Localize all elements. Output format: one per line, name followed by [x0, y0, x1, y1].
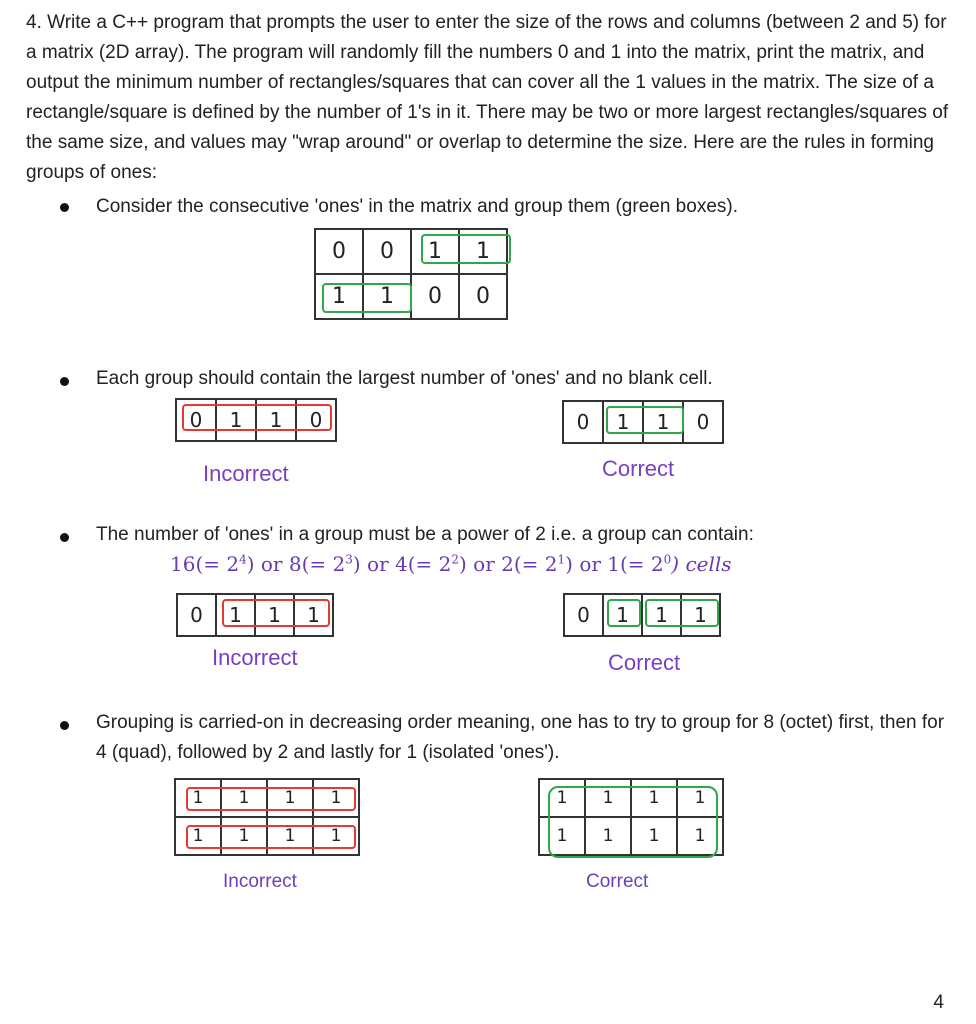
cell: 1	[363, 274, 411, 319]
formula-exp: 2	[451, 552, 460, 567]
cell: 1	[216, 399, 256, 441]
power-of-two-formula	[170, 552, 732, 576]
red-group-box	[182, 404, 332, 431]
cell: 1	[631, 817, 677, 855]
incorrect-label: Incorrect	[223, 871, 297, 892]
cell: 0	[177, 594, 216, 636]
cell: 1	[216, 594, 255, 636]
cell: 1	[411, 229, 459, 274]
cell: 1	[539, 779, 585, 817]
bullet-2	[60, 377, 69, 386]
cell: 0	[315, 229, 363, 274]
formula-part: ) or 8(= 2	[246, 552, 346, 576]
cell: 1	[315, 274, 363, 319]
formula-exp: 0	[663, 552, 672, 567]
incorrect-label: Incorrect	[203, 461, 289, 486]
correct-label: Correct	[586, 871, 649, 892]
cell: 1	[539, 817, 585, 855]
formula-exp: 3	[345, 552, 353, 567]
cell: 1	[585, 817, 631, 855]
cell: 0	[459, 274, 507, 319]
cell: 1	[221, 817, 267, 855]
incorrect-label: Incorrect	[212, 645, 298, 670]
rule-2: Each group should contain the largest number of 'ones' and no blank cell.	[96, 368, 713, 389]
cell: 1	[681, 594, 720, 636]
red-group-box	[222, 599, 330, 627]
cell: 1	[603, 401, 643, 443]
rule-3: The number of 'ones' in a group must be a power of 2 i.e. a group can contain:	[96, 524, 754, 545]
formula-exp: 4	[239, 552, 247, 567]
cell: 0	[563, 401, 603, 443]
cell: 1	[677, 817, 723, 855]
cell: 1	[643, 401, 683, 443]
cell: 1	[175, 817, 221, 855]
cell: 1	[631, 779, 677, 817]
correct-label: Correct	[602, 456, 675, 481]
cell: 1	[313, 817, 359, 855]
cell: 0	[411, 274, 459, 319]
cell: 0	[296, 399, 336, 441]
cell: 1	[603, 594, 642, 636]
green-group-box	[421, 234, 511, 264]
intro-paragraph: 4. Write a C++ program that prompts the user to enter the size of the rows and columns (between 2 and 5) for a matrix (2D array). The program will randomly fill the numbers 0 and 1 into the matrix, print the matrix, and output the minimum number of rectangles/squares that can cover all the 1 values in the matrix. The size of a rectangle/square is defined by the number of 1's in it. There may be two or more largest rectangles/squares of the same size, and values may "wrap around" or overlap to determine the size. Here are the rules in forming groups of ones:	[26, 12, 949, 183]
cell: 1	[642, 594, 681, 636]
formula-part: 16(= 2	[170, 552, 240, 576]
formula-part: ) or 1(= 2	[565, 552, 664, 576]
green-group-box	[322, 283, 412, 313]
cell: 1	[256, 399, 296, 441]
cell: 1	[677, 779, 723, 817]
green-group-box	[645, 599, 719, 627]
cell: 1	[585, 779, 631, 817]
formula-part: ) cells	[671, 552, 732, 576]
cell: 0	[176, 399, 216, 441]
cell: 1	[294, 594, 333, 636]
cell: 1	[313, 779, 359, 817]
cell: 1	[221, 779, 267, 817]
formula-part: ) or 2(= 2	[459, 552, 558, 576]
rule-4: Grouping is carried-on in decreasing order meaning, one has to try to group for 8 (octet) first, then for 4 (quad), followed by 2 and lastly for 1 (isolated 'ones').	[96, 712, 945, 763]
cell: 0	[564, 594, 603, 636]
rule-1: Consider the consecutive 'ones' in the matrix and group them (green boxes).	[96, 196, 738, 217]
formula-part: ) or 4(= 2	[352, 552, 452, 576]
bullet-3	[60, 533, 69, 542]
cell: 0	[363, 229, 411, 274]
red-group-box	[186, 787, 356, 811]
green-octet-box	[548, 786, 718, 858]
bullet-1	[60, 203, 69, 212]
cell: 1	[267, 817, 313, 855]
formula-exp: 1	[557, 552, 566, 567]
page-number: 4	[933, 992, 944, 1013]
cell: 1	[255, 594, 294, 636]
green-group-box	[607, 599, 641, 627]
correct-label: Correct	[608, 650, 681, 675]
red-group-box	[186, 825, 356, 849]
cell: 0	[683, 401, 723, 443]
cell: 1	[267, 779, 313, 817]
green-group-box	[606, 406, 684, 434]
cell: 1	[175, 779, 221, 817]
bullet-4	[60, 721, 69, 730]
cell: 1	[459, 229, 507, 274]
